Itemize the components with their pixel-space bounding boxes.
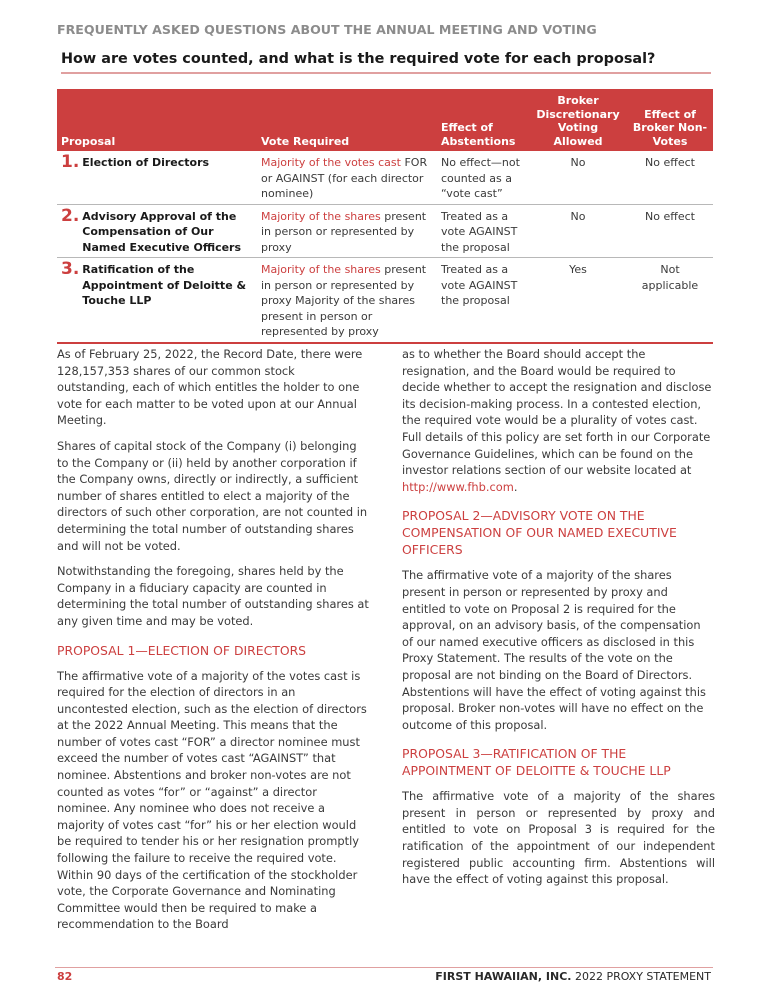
question-heading: How are votes counted, and what is the required vote for each proposal? <box>61 51 711 74</box>
proposal-2-paragraph: The affirmative vote of a majority of the shares present in person or represented by proxy and entitled to vote on Proposal 2 is required for the approval, on an advisory basis, of the compensation of our named executive officers as disclosed in this Proxy Statement. The results of the vote on the proposal are not binding on the Board of Directors. Abstentions will have the effect of voting against this proposal. Broker non-votes will have no effect on the outcome of this proposal. <box>402 568 706 732</box>
proposal-number: 1. <box>61 152 80 172</box>
vote-required-detail: FOR or AGAINST (for each director nominee) <box>261 156 428 200</box>
col-header-broker-non-votes: Effect of Broker Non-Votes <box>627 89 713 151</box>
col-header-broker-discretionary: Broker Discretionary Voting Allowed <box>529 89 627 151</box>
proposal-name: Ratification of the Appointment of Deloitte & Touche LLP <box>82 263 247 307</box>
proposal-number: 2. <box>61 205 80 226</box>
proposal-name: Election of Directors <box>82 156 210 169</box>
proposal-2-heading: PROPOSAL 2—ADVISORY VOTE ON THE COMPENSATION OF OUR NAMED EXECUTIVE OFFICERS <box>402 508 677 558</box>
broker-discretionary: Yes <box>529 258 627 343</box>
record-date-paragraph: As of February 25, 2022, the Record Date, there were 128,157,353 shares of our common stock outstanding, each of which entitles the holder to one vote for each matter to be voted upon at our Annual Meeting. <box>57 347 363 428</box>
abstentions-effect: No effect—not counted as a “vote cast” <box>437 151 529 204</box>
table-row <box>57 204 713 258</box>
proposal-number: 3. <box>61 259 80 279</box>
proposal-3-paragraph: The affirmative vote of a majority of the shares present in person or represented by proxy and entitled to vote on Proposal 3 is required for the ratification of the appointment of our independent registered public accounting firm. Abstentions will have the effect of voting against this proposal. <box>402 789 715 887</box>
abstentions-effect: Treated as a vote AGAINST the proposal <box>437 258 529 343</box>
vote-required-highlight: Majority of the shares <box>261 263 381 276</box>
table-row <box>57 151 713 204</box>
col-header-abstentions: Effect of Abstentions <box>437 89 529 151</box>
paragraph-text: as to whether the Board should accept the resignation, and the Board would be required to decide whether to accept the resignation and disclose its decision-making process. In a contested election, the required vote would be a plurality of votes cast. Full details of this policy are set forth in our Corporate Governance Guidelines, which can be found on the investor relations section of our website located at <box>402 347 712 478</box>
broker-non-votes: No effect <box>627 204 713 258</box>
website-link[interactable]: http://www.fhb.com <box>402 479 514 494</box>
vote-required-highlight: Majority of the shares <box>261 209 381 223</box>
right-column <box>402 346 715 897</box>
abstentions-effect: Treated as a vote AGAINST the proposal <box>437 204 529 258</box>
fiduciary-paragraph: Notwithstanding the foregoing, shares held by the Company in a fiduciary capacity are counted in determining the total number of outstanding shares at any given time and may be voted. <box>57 564 369 628</box>
footer-divider <box>55 967 713 968</box>
vote-required-highlight: Majority of the votes cast <box>261 156 401 169</box>
company-name: FIRST HAWAIIAN, INC. <box>435 970 572 983</box>
capital-stock-paragraph: Shares of capital stock of the Company (i) belonging to the Company or (ii) held by another corporation if the Company owns, directly or indirectly, a sufficient number of shares entitled to elect a majority of the directors of such other corporation, are not counted in determining the total number of outstanding shares and will not be voted. <box>57 438 368 553</box>
col-header-vote-required: Vote Required <box>257 89 437 151</box>
page-number: 82 <box>57 970 73 983</box>
proposal-1-continued-paragraph <box>402 346 715 495</box>
left-column <box>57 346 370 942</box>
document-title: 2022 PROXY STATEMENT <box>571 970 711 983</box>
footer-title <box>435 970 711 983</box>
vote-requirements-table <box>57 89 713 344</box>
section-label: FREQUENTLY ASKED QUESTIONS ABOUT THE ANNUAL MEETING AND VOTING <box>57 22 597 37</box>
table-row <box>57 258 713 343</box>
proposal-1-paragraph: The affirmative vote of a majority of the votes cast is required for the election of directors in an uncontested election, such as the election of directors at the 2022 Annual Meeting. This means that the number of votes cast “FOR” a director nominee must exceed the number of votes cast “AGAINST” that nominee. Abstentions and broker non-votes are not counted as votes “for” or “against” a director nominee. Any nominee who does not receive a majority of votes cast “for” his or her election would be required to tender his or her resignation promptly following the failure to receive the required vote. Within 90 days of the certification of the stockholder vote, the Corporate Governance and Nominating Committee would then be required to make a recommendation to the Board <box>57 668 367 932</box>
broker-discretionary: No <box>529 204 627 258</box>
broker-non-votes: No effect <box>627 151 713 204</box>
vote-required-detail: present in person or represented by proxy Majority of the shares present in person or represented by proxy <box>261 263 427 338</box>
broker-non-votes: Not applicable <box>627 258 713 343</box>
proposal-name: Advisory Approval of the Compensation of Our Named Executive Officers <box>82 209 242 254</box>
paragraph-text: . <box>513 479 518 494</box>
col-header-proposal: Proposal <box>57 89 257 151</box>
proposal-3-heading: PROPOSAL 3—RATIFICATION OF THE APPOINTMENT OF DELOITTE & TOUCHE LLP <box>402 746 671 779</box>
proposal-1-heading: PROPOSAL 1—ELECTION OF DIRECTORS <box>57 642 307 658</box>
vote-required-detail: present in person or represented by proxy <box>261 209 427 254</box>
broker-discretionary: No <box>529 151 627 204</box>
